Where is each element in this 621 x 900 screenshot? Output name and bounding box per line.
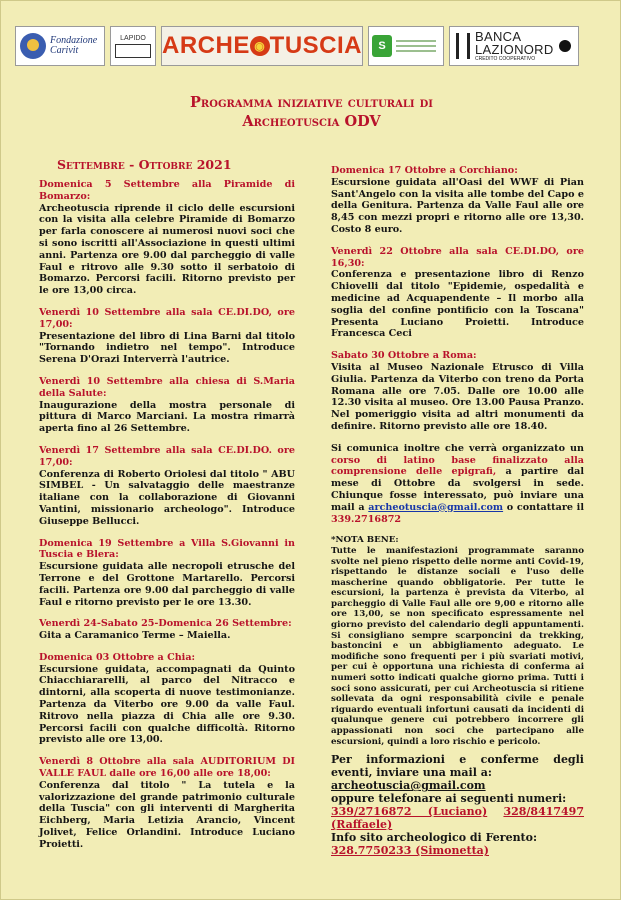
archeotuscia-o-icon: ◉ <box>250 36 270 56</box>
lapis-logo-text: LAPIDO <box>120 34 146 42</box>
archeotuscia-logo-right: TUSCIA <box>269 32 362 59</box>
event-item <box>39 445 295 528</box>
ferento-label: Info sito archeologico di Ferento: <box>331 831 538 845</box>
event-item <box>331 246 584 340</box>
event-description: Inaugurazione della mostra personale di pittura di Marco Marciani. La mostra rimarrà aperta fino al 26 Settembre. <box>39 399 295 435</box>
course-phone: 339.2716872 <box>331 513 402 525</box>
event-item <box>331 350 584 433</box>
event-description: Escursione guidata alle necropoli etrusche del Terrone e del Grottone Martarello. Percorsi facili. Partenza ore 9.00 dal parcheggio di valle Faul e ritorno previsto per le ore 13.30. <box>39 561 295 608</box>
event-heading: Domenica 03 Ottobre a Chia: <box>39 651 196 663</box>
event-item <box>39 179 295 297</box>
event-description: Conferenza di Roberto Oriolesi dal titolo " ABU SIMBEL - Un salvataggio delle maestranze italiane con la collaborazione di Giovanni Vantini, missionario archeologo". Introduce Giuseppe Bellucci. <box>39 468 295 527</box>
event-heading: Venerdì 17 Settembre alla sala CE.DI.DO. ore 17,00: <box>39 444 295 468</box>
sponsor-logos <box>15 26 606 68</box>
phone-simonetta: 328.7750233 (Simonetta) <box>331 844 489 858</box>
right-column <box>331 165 584 857</box>
event-item <box>39 756 295 850</box>
event-description: Conferenza e presentazione libro di Renzo Chiovelli dal titolo "Epidemie, ospedalità e medicine ad Acquapendente – Il morbo alla soglia del confine pontificio con la Toscana" Presenta Luciano Proietti. Introduce Francesca Ceci <box>331 269 584 340</box>
event-heading: Venerdì 22 Ottobre alla sala CE.DI.DO, ore 16,30: <box>331 245 584 269</box>
course-email-link[interactable]: archeotuscia@gmail.com <box>368 501 504 513</box>
sd-logo-lines <box>396 37 436 55</box>
event-description: Conferenza dal titolo " La tutela e la valorizzazione del grande patrimonio culturale della Tuscia" con gli interventi di Margherita Eichberg, Maria Letizia Arancio, Vincent Jolivet, Felice Orlandini. Introduce Luciano Proietti. <box>39 779 295 850</box>
contacts-info: Per informazioni e conferme degli eventi, inviare una mail a: <box>331 753 584 780</box>
banca-dot-icon <box>559 40 571 52</box>
archeotuscia-logo <box>161 26 363 66</box>
event-item <box>39 538 295 609</box>
event-description: Gita a Caramanico Terme – Maiella. <box>39 630 231 642</box>
latin-course-title: corso di latino base finalizzato alla comprensione delle epigrafi, <box>331 454 584 478</box>
event-description: Escursione guidata all'Oasi del WWF di Pian Sant'Angelo con la visita alle tombe del Capo e della Genitura. Partenza da Valle Faul alle ore 8,45 con mezzi propri e ritorno alle ore 13,30. Costo 8 euro. <box>331 176 584 235</box>
fondazione-logo-text: Fondazione Carivit <box>50 34 98 56</box>
phone-raffaele: 328/8417497 (Raffaele) <box>331 805 584 832</box>
phone-luciano: 339/2716872 (Luciano) <box>331 805 488 819</box>
title-line-1: Programma iniziative culturali di <box>190 94 433 111</box>
contacts-email-link[interactable]: archeotuscia@gmail.com <box>331 779 486 793</box>
latin-course-notice: Si comunica inoltre che verrà organizzato un corso di latino base finalizzato alla comprensione delle epigrafi, a partire dal mese di Ottobre da svolgersi in sede. Chiunque fosse interessato, può inviare una mail a archeotuscia@gmail.com o contattare il 339.2716872 <box>331 442 584 525</box>
event-item <box>39 376 295 435</box>
event-item <box>39 618 295 642</box>
ferento-phone-line <box>331 844 584 857</box>
event-description: Escursione guidata, accompagnati da Quinto Chiacchiararelli, al parco del Nitracco e dintorni, alla scoperta di nuove testimonianze. Partenza da Viterbo ore 9.00 da valle Faul. Ritrovo nella piazza di Chia alle ore 9.30. Percorsi facili con qualche difficoltà. Ritorno previsto alle ore 13,00. <box>39 663 295 746</box>
event-description: Presentazione del libro di Lina Barni dal titolo "Tornando indietro nel tempo". Introduce Serena D'Orazi Interverrà l'autrice. <box>39 330 295 366</box>
event-heading: Venerdì 24-Sabato 25-Domenica 26 Settembre: <box>39 618 292 630</box>
nota-bene-heading: *NOTA BENE: <box>331 535 399 546</box>
event-item <box>39 652 295 746</box>
event-heading: Domenica 5 Settembre alla Piramide di Bomarzo: <box>39 179 295 202</box>
left-column <box>39 179 295 861</box>
banca-emblem-icon <box>456 33 470 59</box>
event-item <box>331 165 584 236</box>
contacts-phones-label: oppure telefonare ai seguenti numeri: <box>331 792 567 806</box>
event-description: Archeotuscia riprende il ciclo delle escursioni con la visita alla celebre Piramide di Bomarzo per farla conoscere ai numerosi nuovi soci che si sono iscritti all'Associazione in questi ultimi anni. Partenza ore 9.00 dal parcheggio di valle Faul e ritrovo alle 9.30 sotto il serbatoio di Bomarzo. Percorsi facili. Ritorno previsto per le ore 13,00 circa. <box>39 202 295 297</box>
fondazione-carivit-logo <box>15 26 105 66</box>
event-description: Visita al Museo Nazionale Etrusco di Villa Giulia. Partenza da Viterbo con treno da Porta Romana alle ore 7.05. Dalle ore 10.00 alle 12.30 visita al museo. Ore 13.00 Pausa Pranzo. Nel pomeriggio visita ad altri monumenti da definire. Ritorno previsto alle ore 18.40. <box>331 361 584 432</box>
event-heading: Venerdì 8 Ottobre alla sala AUDITORIUM DI VALLE FAUL dalle ore 16,00 alle ore 18,00: <box>39 756 295 780</box>
event-heading: Venerdì 10 Settembre alla chiesa di S.Maria della Salute: <box>39 375 295 399</box>
event-heading: Sabato 30 Ottobre a Roma: <box>331 350 477 362</box>
fondazione-emblem-icon <box>20 33 46 59</box>
period-heading: Settembre - Ottobre 2021 <box>57 157 232 172</box>
banca-lazio-nord-logo <box>449 26 579 66</box>
event-heading: Venerdì 10 Settembre alla sala CE.DI.DO, ore 17,00: <box>39 306 295 330</box>
sd-emblem-icon: S <box>372 35 392 57</box>
lapis-emblem-icon <box>115 44 151 58</box>
event-heading: Domenica 19 Settembre a Villa S.Giovanni in Tuscia e Blera: <box>39 537 295 561</box>
event-heading: Domenica 17 Ottobre a Corchiano: <box>331 165 518 176</box>
nota-bene-text: Tutte le manifestazioni programmate saranno svolte nel pieno rispetto delle norme anti Covid-19, rispettando le distanze sociali e l'uso delle mascherine quando obbligatorie. Per tutte le escursioni, la partenza è prevista da Viterbo, al parcheggio di Valle Faul alle ore 9,00 e ritorno alle ore 13,00, se non specificato espressamente nel giorno previsto del calendario degli appuntamenti. Si consigliano sempre scarponcini da trekking, bastoncini e un abbigliamento adeguato. Le modifiche sono frequenti per i più svariati motivi, per cui è opportuna una richiesta di conferma ai numeri sotto indicati qualche giorno prima. Tutti i soci sono assicurati, per cui Archeotuscia si ritiene sollevata da ogni responsabilità civile e penale riguardo eventuali infortuni causati da incidenti di qualunque genere cui potrebbero incorrere gli appassionati non soci che partecipano alle escursioni, quindi a loro rischio e pericolo. <box>331 545 584 747</box>
contacts-phones <box>331 805 584 831</box>
archeotuscia-logo-left: ARCHE <box>162 32 250 59</box>
banca-logo-text: BANCA LAZIONORD CREDITO COOPERATIVO <box>475 28 554 63</box>
event-item <box>39 307 295 366</box>
lapis-logo <box>110 26 156 66</box>
contacts-block <box>331 753 584 857</box>
title-line-2: Archeotuscia ODV <box>242 113 381 130</box>
sd-logo <box>368 26 444 66</box>
page-title <box>1 93 621 131</box>
nota-bene <box>331 535 584 747</box>
